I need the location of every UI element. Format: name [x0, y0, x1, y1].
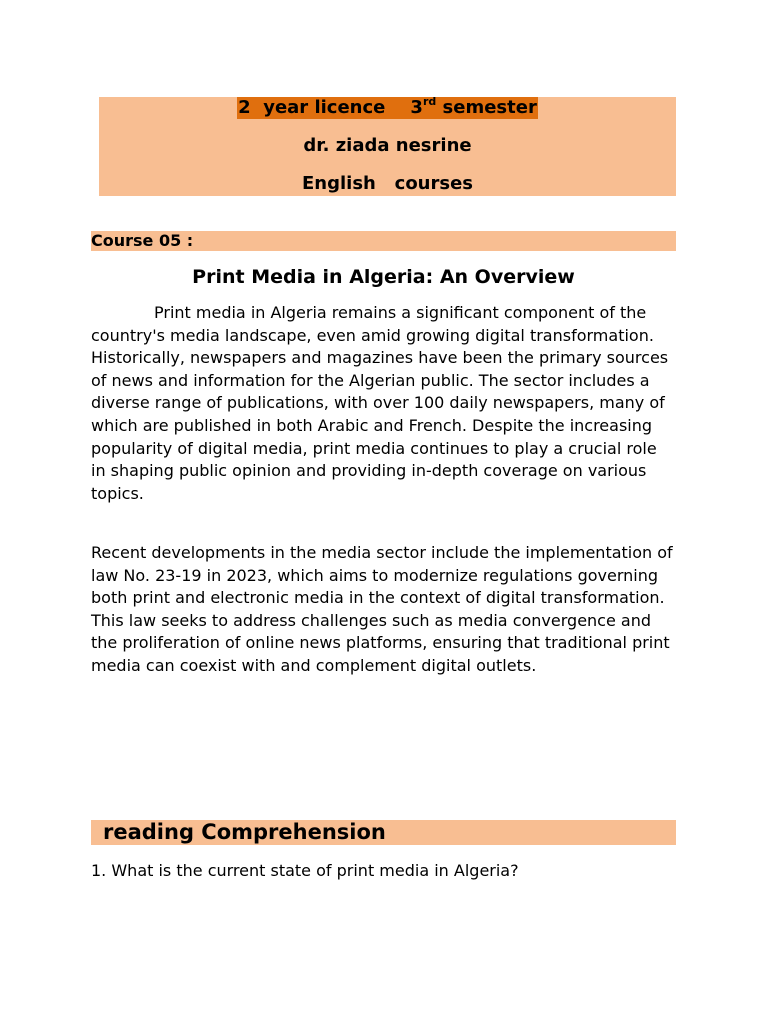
semester-word: semester — [436, 97, 537, 118]
ordinal-suffix: rd — [422, 95, 437, 108]
question-item: 1. What is the current state of print media in Algeria? — [91, 861, 519, 880]
course-number-label: Course 05 : — [91, 231, 676, 251]
level-semester-text: 2 year licence 3 — [238, 97, 423, 118]
level-semester-highlight — [237, 97, 538, 119]
header-instructor — [99, 135, 676, 157]
instructor-name: dr. ziada nesrine — [303, 135, 472, 156]
course-header — [99, 97, 676, 196]
header-level-semester — [99, 97, 676, 119]
paragraph-overview: Print media in Algeria remains a significant component of the country's media landscape, even amid growing digital transformation. Historically, newspapers and magazines have been the primary sources of news and information for the Algerian public. The sector includes a diverse range of publications, with over 100 daily newspapers, many of which are published in both Arabic and French. Despite the increasing popularity of digital media, print media continues to play a crucial role in shaping public opinion and providing in-depth coverage on various topics. — [91, 303, 669, 503]
paragraph-recent-developments: Recent developments in the media sector include the implementation of law No. 23-19 in 2023, which aims to modernize regulations governing both print and electronic media in the context of digital transformation. This law seeks to address challenges such as media convergence and the proliferation of online news platforms, ensuring that traditional print media can coexist with and complement digital outlets. — [91, 543, 673, 675]
reading-comprehension-heading: reading Comprehension — [91, 820, 676, 845]
courses-label: English courses — [301, 173, 474, 194]
document-title: Print Media in Algeria: An Overview — [192, 266, 575, 288]
header-courses — [99, 173, 676, 195]
